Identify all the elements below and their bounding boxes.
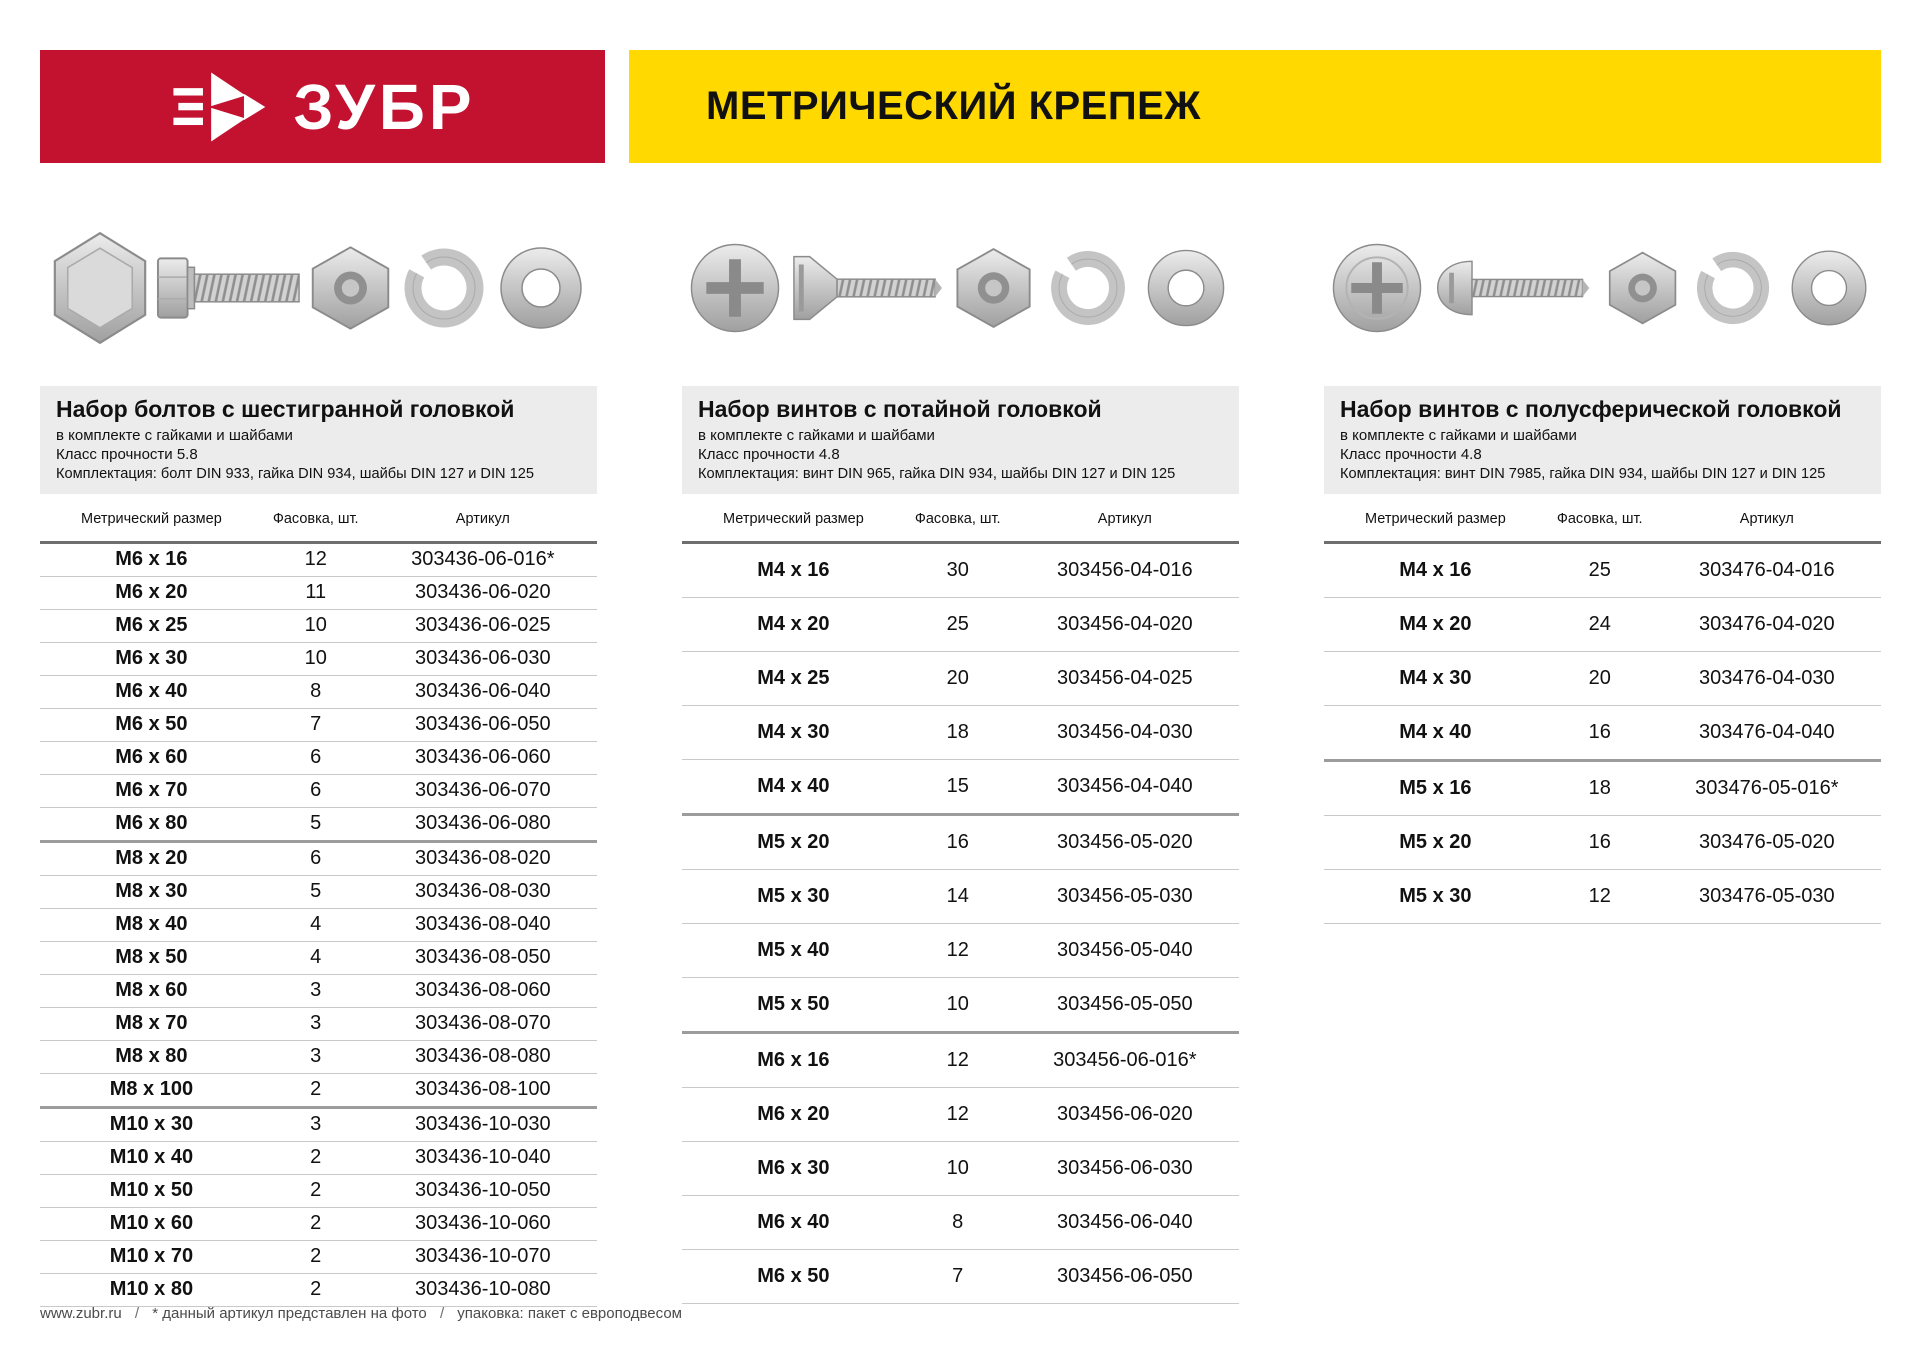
- cell-qty: 12: [905, 1032, 1011, 1087]
- cell-size: M6 x 40: [40, 675, 263, 708]
- table-row: [40, 1273, 597, 1306]
- col-header-size: Метрический размер: [1324, 494, 1547, 543]
- table-row: [682, 705, 1239, 759]
- col-header-qty: Фасовка, шт.: [905, 494, 1011, 543]
- table-row: [40, 1107, 597, 1141]
- cell-qty: 10: [905, 977, 1011, 1032]
- cell-qty: 6: [263, 774, 369, 807]
- cell-size: M4 x 30: [682, 705, 905, 759]
- table-row: [40, 1007, 597, 1040]
- cell-sku: 303436-08-050: [369, 941, 597, 974]
- table-row: [682, 1249, 1239, 1303]
- cell-qty: 5: [263, 807, 369, 841]
- cell-qty: 10: [263, 642, 369, 675]
- table-row: [40, 1141, 597, 1174]
- cell-sku: 303436-06-016*: [369, 542, 597, 576]
- table-row: [1324, 597, 1881, 651]
- title-banner: [629, 50, 1881, 163]
- kit-contents: Комплектация: винт DIN 7985, гайка DIN 934, шайбы DIN 127 и DIN 125: [1340, 465, 1826, 482]
- cell-size: M8 x 30: [40, 875, 263, 908]
- cell-size: M6 x 25: [40, 609, 263, 642]
- asterisk-note: * данный артикул представлен на фото: [152, 1305, 427, 1322]
- table-row: [682, 1087, 1239, 1141]
- product-title: Набор винтов с полусферической головкой: [1340, 396, 1842, 422]
- cell-qty: 5: [263, 875, 369, 908]
- cell-qty: 12: [1547, 869, 1653, 923]
- col-header-qty: Фасовка, шт.: [1547, 494, 1653, 543]
- cell-size: M6 x 30: [40, 642, 263, 675]
- cell-size: M6 x 20: [40, 576, 263, 609]
- flat-washer-photo: [491, 238, 591, 338]
- cell-qty: 2: [263, 1141, 369, 1174]
- page-footer: [40, 1305, 691, 1322]
- product-info-panel: [1324, 386, 1881, 494]
- cell-sku: 303476-05-030: [1653, 869, 1881, 923]
- cell-size: M8 x 60: [40, 974, 263, 1007]
- page-header: [40, 50, 1881, 163]
- cell-size: M4 x 40: [682, 759, 905, 814]
- cell-sku: 303436-06-025: [369, 609, 597, 642]
- cell-size: M4 x 16: [682, 542, 905, 597]
- cell-sku: 303456-04-040: [1011, 759, 1239, 814]
- table-row: [40, 708, 597, 741]
- table-row: [682, 814, 1239, 869]
- table-row: [682, 1195, 1239, 1249]
- table-row: [40, 1207, 597, 1240]
- cell-size: M4 x 20: [682, 597, 905, 651]
- cell-sku: 303436-08-070: [369, 1007, 597, 1040]
- cell-sku: 303436-08-100: [369, 1073, 597, 1107]
- cell-qty: 14: [905, 869, 1011, 923]
- table-row: [1324, 542, 1881, 597]
- table-row: [40, 841, 597, 875]
- cell-qty: 25: [1547, 542, 1653, 597]
- flat-washer-photo: [1139, 241, 1233, 335]
- brand-name: ЗУБР: [293, 70, 476, 143]
- product-photos: [1324, 208, 1881, 368]
- table-row: [40, 774, 597, 807]
- product-photos: [40, 208, 597, 368]
- table-row: [40, 807, 597, 841]
- table-row: [40, 941, 597, 974]
- cell-qty: 12: [263, 542, 369, 576]
- col-header-size: Метрический размер: [40, 494, 263, 543]
- cell-size: M4 x 20: [1324, 597, 1547, 651]
- cell-qty: 16: [905, 814, 1011, 869]
- table-row: [1324, 705, 1881, 760]
- cell-size: M5 x 50: [682, 977, 905, 1032]
- cell-qty: 4: [263, 941, 369, 974]
- cell-qty: 7: [263, 708, 369, 741]
- cell-qty: 24: [1547, 597, 1653, 651]
- table-row: [682, 1141, 1239, 1195]
- cell-size: M6 x 50: [40, 708, 263, 741]
- product-title: Набор винтов с потайной головкой: [698, 396, 1102, 422]
- cell-qty: 2: [263, 1273, 369, 1306]
- countersunk-screw-top-photo: [688, 241, 782, 335]
- cell-size: M4 x 25: [682, 651, 905, 705]
- strength-class: Класс прочности 4.8: [698, 446, 840, 464]
- cell-qty: 3: [263, 1007, 369, 1040]
- hex-bolt-photo: [155, 238, 303, 338]
- col-header-sku: Артикул: [1653, 494, 1881, 543]
- cell-sku: 303456-04-016: [1011, 542, 1239, 597]
- table-row: [682, 923, 1239, 977]
- cell-size: M8 x 20: [40, 841, 263, 875]
- cell-sku: 303436-06-080: [369, 807, 597, 841]
- cell-size: M10 x 60: [40, 1207, 263, 1240]
- cell-size: M8 x 40: [40, 908, 263, 941]
- table-row: [40, 741, 597, 774]
- kit-contents: Комплектация: болт DIN 933, гайка DIN 934, шайбы DIN 127 и DIN 125: [56, 465, 534, 482]
- table-header-row: [682, 494, 1239, 543]
- cell-sku: 303456-04-030: [1011, 705, 1239, 759]
- cell-qty: 3: [263, 1107, 369, 1141]
- cell-size: M6 x 30: [682, 1141, 905, 1195]
- cell-sku: 303436-10-080: [369, 1273, 597, 1306]
- hex-bolt-head-photo: [46, 231, 154, 345]
- cell-qty: 10: [905, 1141, 1011, 1195]
- table-row: [1324, 760, 1881, 815]
- hex-nut-photo: [1603, 250, 1683, 326]
- cell-qty: 11: [263, 576, 369, 609]
- table-row: [682, 1032, 1239, 1087]
- cell-sku: 303436-06-030: [369, 642, 597, 675]
- cell-size: M6 x 80: [40, 807, 263, 841]
- cell-size: M10 x 30: [40, 1107, 263, 1141]
- product-table: [40, 494, 597, 1307]
- cell-qty: 16: [1547, 815, 1653, 869]
- cell-qty: 20: [905, 651, 1011, 705]
- cell-sku: 303436-06-070: [369, 774, 597, 807]
- footer-separator: /: [134, 1305, 140, 1322]
- table-row: [682, 869, 1239, 923]
- cell-size: M8 x 100: [40, 1073, 263, 1107]
- cell-qty: 18: [1547, 760, 1653, 815]
- strength-class: Класс прочности 4.8: [1340, 446, 1482, 464]
- hex-nut-photo: [950, 247, 1038, 329]
- cell-size: M10 x 70: [40, 1240, 263, 1273]
- cell-qty: 15: [905, 759, 1011, 814]
- product-subtitle: в комплекте с гайками и шайбами: [1340, 426, 1577, 444]
- cell-size: M5 x 30: [682, 869, 905, 923]
- kit-contents: Комплектация: винт DIN 965, гайка DIN 934, шайбы DIN 127 и DIN 125: [698, 465, 1176, 482]
- cell-qty: 7: [905, 1249, 1011, 1303]
- table-row: [40, 1073, 597, 1107]
- cell-size: M8 x 80: [40, 1040, 263, 1073]
- cell-qty: 25: [905, 597, 1011, 651]
- cell-size: M5 x 20: [1324, 815, 1547, 869]
- site-url: www.zubr.ru: [40, 1305, 122, 1322]
- table-row: [40, 1040, 597, 1073]
- catalog-columns: [40, 163, 1881, 1307]
- packaging-note: упаковка: пакет с европодвесом: [457, 1305, 682, 1322]
- page-title: МЕТРИЧЕСКИЙ КРЕПЕЖ: [706, 84, 1201, 128]
- cell-sku: 303436-10-070: [369, 1240, 597, 1273]
- table-row: [682, 759, 1239, 814]
- table-row: [40, 1174, 597, 1207]
- cell-sku: 303436-08-040: [369, 908, 597, 941]
- cell-qty: 2: [263, 1073, 369, 1107]
- cell-qty: 6: [263, 741, 369, 774]
- cell-sku: 303456-05-050: [1011, 977, 1239, 1032]
- product-subtitle: в комплекте с гайками и шайбами: [698, 426, 935, 444]
- cell-sku: 303436-06-040: [369, 675, 597, 708]
- product-title: Набор болтов с шестигранной головкой: [56, 396, 515, 422]
- table-row: [1324, 815, 1881, 869]
- cell-sku: 303436-08-020: [369, 841, 597, 875]
- countersunk-screw-photo: [790, 248, 942, 328]
- cell-size: M10 x 80: [40, 1273, 263, 1306]
- table-row: [40, 675, 597, 708]
- table-row: [40, 908, 597, 941]
- cell-qty: 8: [263, 675, 369, 708]
- cell-sku: 303436-06-020: [369, 576, 597, 609]
- product-table: [1324, 494, 1881, 924]
- cell-size: M5 x 40: [682, 923, 905, 977]
- cell-sku: 303436-10-040: [369, 1141, 597, 1174]
- cell-size: M6 x 40: [682, 1195, 905, 1249]
- cell-size: M4 x 40: [1324, 705, 1547, 760]
- col-header-qty: Фасовка, шт.: [263, 494, 369, 543]
- table-row: [682, 542, 1239, 597]
- cell-sku: 303456-05-030: [1011, 869, 1239, 923]
- table-row: [40, 974, 597, 1007]
- cell-qty: 3: [263, 1040, 369, 1073]
- table-row: [682, 651, 1239, 705]
- cell-sku: 303436-10-030: [369, 1107, 597, 1141]
- table-row: [40, 576, 597, 609]
- cell-sku: 303436-10-050: [369, 1174, 597, 1207]
- pan-screw-photo: [1432, 248, 1594, 328]
- lock-washer-photo: [1045, 245, 1131, 331]
- cell-qty: 10: [263, 609, 369, 642]
- table-row: [40, 642, 597, 675]
- table-row: [1324, 869, 1881, 923]
- section-pan-head-screws: [1324, 163, 1881, 1307]
- cell-size: M6 x 70: [40, 774, 263, 807]
- cell-size: M4 x 30: [1324, 651, 1547, 705]
- product-table: [682, 494, 1239, 1304]
- product-info-panel: [40, 386, 597, 494]
- cell-sku: 303476-05-020: [1653, 815, 1881, 869]
- cell-qty: 20: [1547, 651, 1653, 705]
- cell-size: M10 x 50: [40, 1174, 263, 1207]
- cell-size: M4 x 16: [1324, 542, 1547, 597]
- table-row: [682, 597, 1239, 651]
- cell-qty: 3: [263, 974, 369, 1007]
- cell-size: M5 x 20: [682, 814, 905, 869]
- cell-sku: 303476-04-020: [1653, 597, 1881, 651]
- cell-sku: 303456-04-025: [1011, 651, 1239, 705]
- table-row: [40, 609, 597, 642]
- cell-size: M8 x 50: [40, 941, 263, 974]
- cell-sku: 303456-06-030: [1011, 1141, 1239, 1195]
- cell-sku: 303456-06-016*: [1011, 1032, 1239, 1087]
- cell-sku: 303436-08-030: [369, 875, 597, 908]
- cell-size: M6 x 50: [682, 1249, 905, 1303]
- product-subtitle: в комплекте с гайками и шайбами: [56, 426, 293, 444]
- cell-size: M6 x 20: [682, 1087, 905, 1141]
- cell-qty: 30: [905, 542, 1011, 597]
- cell-qty: 12: [905, 1087, 1011, 1141]
- strength-class: Класс прочности 5.8: [56, 446, 198, 464]
- product-info-panel: [682, 386, 1239, 494]
- flat-washer-photo: [1783, 242, 1875, 334]
- cell-size: M10 x 40: [40, 1141, 263, 1174]
- cell-qty: 2: [263, 1240, 369, 1273]
- cell-sku: 303456-05-040: [1011, 923, 1239, 977]
- zubr-bison-logo-icon: [169, 66, 273, 148]
- cell-sku: 303436-06-050: [369, 708, 597, 741]
- table-header-row: [1324, 494, 1881, 543]
- cell-sku: 303476-04-016: [1653, 542, 1881, 597]
- cell-size: M6 x 16: [682, 1032, 905, 1087]
- cell-qty: 4: [263, 908, 369, 941]
- cell-sku: 303456-06-050: [1011, 1249, 1239, 1303]
- cell-qty: 2: [263, 1207, 369, 1240]
- table-row: [40, 542, 597, 576]
- table-row: [40, 1240, 597, 1273]
- cell-sku: 303476-04-040: [1653, 705, 1881, 760]
- pan-screw-top-photo: [1330, 241, 1424, 335]
- cell-qty: 12: [905, 923, 1011, 977]
- lock-washer-photo: [398, 242, 490, 334]
- lock-washer-photo: [1691, 246, 1775, 330]
- cell-qty: 8: [905, 1195, 1011, 1249]
- cell-qty: 6: [263, 841, 369, 875]
- section-countersunk-screws: [682, 163, 1239, 1307]
- cell-sku: 303456-06-020: [1011, 1087, 1239, 1141]
- cell-size: M6 x 60: [40, 741, 263, 774]
- section-hex-bolts: [40, 163, 597, 1307]
- hex-nut-photo: [305, 245, 397, 331]
- cell-size: M5 x 30: [1324, 869, 1547, 923]
- cell-sku: 303476-05-016*: [1653, 760, 1881, 815]
- cell-size: M5 x 16: [1324, 760, 1547, 815]
- cell-size: M8 x 70: [40, 1007, 263, 1040]
- col-header-sku: Артикул: [369, 494, 597, 543]
- footer-separator: /: [439, 1305, 445, 1322]
- table-row: [1324, 651, 1881, 705]
- cell-sku: 303436-10-060: [369, 1207, 597, 1240]
- table-header-row: [40, 494, 597, 543]
- table-row: [682, 977, 1239, 1032]
- cell-sku: 303456-06-040: [1011, 1195, 1239, 1249]
- cell-qty: 2: [263, 1174, 369, 1207]
- col-header-size: Метрический размер: [682, 494, 905, 543]
- col-header-sku: Артикул: [1011, 494, 1239, 543]
- cell-sku: 303456-04-020: [1011, 597, 1239, 651]
- brand-logo-block: [40, 50, 605, 163]
- product-photos: [682, 208, 1239, 368]
- table-row: [40, 875, 597, 908]
- cell-size: M6 x 16: [40, 542, 263, 576]
- cell-sku: 303456-05-020: [1011, 814, 1239, 869]
- cell-qty: 16: [1547, 705, 1653, 760]
- cell-sku: 303436-08-060: [369, 974, 597, 1007]
- cell-sku: 303436-06-060: [369, 741, 597, 774]
- cell-qty: 18: [905, 705, 1011, 759]
- cell-sku: 303436-08-080: [369, 1040, 597, 1073]
- cell-sku: 303476-04-030: [1653, 651, 1881, 705]
